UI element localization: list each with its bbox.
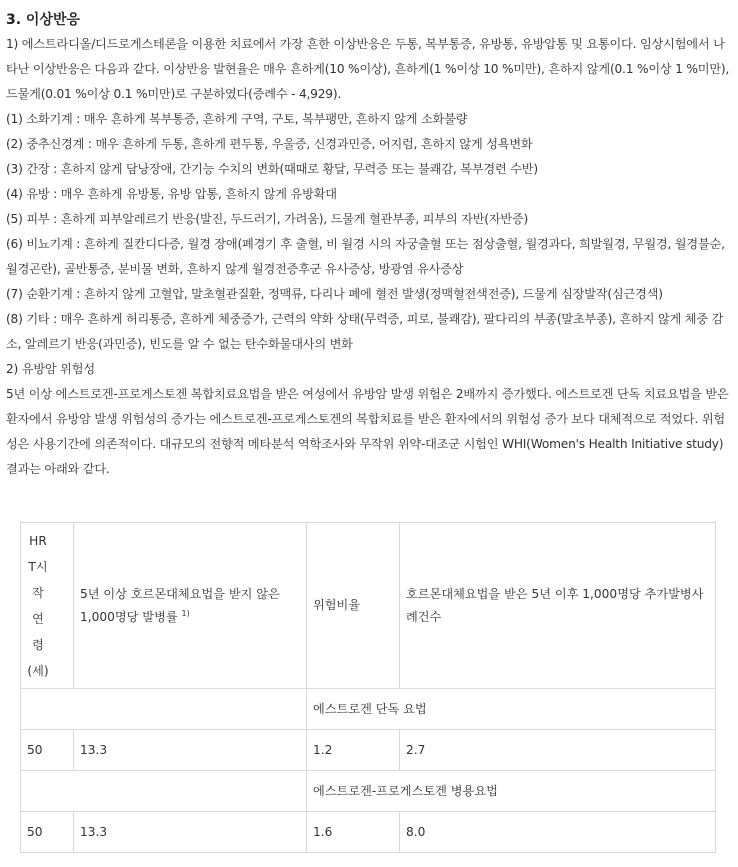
header-hrt-age-line: 령 [32,637,44,652]
table-row [21,812,716,853]
header-additional-cases: 호르몬대체요법을 받은 5년 이후 1,000명당 추가발병사례건수 [400,523,716,689]
intro-paragraph: 1) 에스트라디올/디드로게스테론을 이용한 치료에서 가장 흔한 이상반응은 두통, 복부통증, 유방통, 유방압통 및 요통이다. 임상시험에서 나타난 이상반응은 다음과 같다. 이상반응 발현율은 매우 흔하게(10 %이상), 흔하게(1 %이상 10 %미만), 흔하지 않게(0.1 %이상 1 %미만), 드물게(0.01 %이상 0.1 %미만)로 구분하였다(증례수 - 4,929). [6,37,730,101]
group-label-combined: 에스트로겐-프로게스토겐 병용요법 [307,771,716,812]
risk-table [20,522,716,853]
subsection-title: 2) 유방암 위험성 [6,362,95,376]
cell-additional-cases: 8.0 [400,812,716,853]
cell-incidence: 13.3 [74,812,307,853]
list-item-skin: (5) 피부 : 흔하게 피부알레르기 반응(발진, 두드러기, 가려움), 드물게 혈관부종, 피부의 자반(자반증) [6,212,529,226]
cell-incidence: 13.3 [74,730,307,771]
list-item-urinary: (6) 비뇨기계 : 흔하게 질칸디다증, 월경 장애(폐경기 후 출혈, 비 월경 시의 자궁출혈 또는 점상출혈, 월경과다, 희발월경, 무월경, 월경불순, 월경곤란), 골반통증, 분비물 변화, 흔하지 않게 월경전증후군 유사증상, 방광염 유사증상 [6,237,725,276]
table-header-row [21,523,716,689]
list-item-cns: (2) 중추신경계 : 매우 흔하게 두통, 흔하게 편두통, 우울증, 신경과민증, 어지럼, 흔하지 않게 성욕변화 [6,137,533,151]
header-incidence-text: 5년 이상 호르몬대체요법을 받지 않은 1,000명당 발병률 [80,586,280,624]
table-row [21,730,716,771]
header-hrt-age-line: 연 [32,611,44,626]
list-item-breast: (4) 유방 : 매우 흔하게 유방통, 유방 압통, 흔하지 않게 유방확대 [6,187,337,201]
group-spacer [21,689,307,730]
list-item-digestive: (1) 소화기계 : 매우 흔하게 복부통증, 흔하게 구역, 구토, 복부팽만, 흔하지 않게 소화불량 [6,112,468,126]
group-label-estrogen: 에스트로겐 단독 요법 [307,689,716,730]
list-item-circulatory: (7) 순환기계 : 흔하지 않게 고혈압, 말초혈관질환, 정맥류, 다리나 폐에 혈전 발생(정맥혈전색전증), 드물게 심장발작(심근경색) [6,287,663,301]
cell-age: 50 [21,730,74,771]
header-hrt-age-line: HR [29,533,47,548]
header-hrt-age [21,523,74,689]
cell-risk-ratio: 1.2 [307,730,400,771]
group-row [21,689,716,730]
cell-age: 50 [21,812,74,853]
cell-risk-ratio: 1.6 [307,812,400,853]
group-spacer [21,771,307,812]
header-hrt-age-line: 작 [32,585,44,600]
cell-additional-cases: 2.7 [400,730,716,771]
header-hrt-age-line: (세) [27,663,49,678]
list-item-other: (8) 기타 : 매우 흔하게 허리통증, 흔하게 체중증가, 근력의 약화 상태(무력증, 피로, 불쾌감), 팔다리의 부종(말초부종), 흔하지 않게 체중 감소, 알레르기 반응(과민증), 빈도를 알 수 없는 탄수화물대사의 변화 [6,312,724,351]
header-footnote-mark: 1) [181,608,190,618]
header-incidence [74,523,307,689]
group-row [21,771,716,812]
header-hrt-age-line: T시 [28,559,48,574]
breast-cancer-paragraph: 5년 이상 에스트로겐-프로게스토겐 복합치료요법을 받은 여성에서 유방암 발생 위험은 2배까지 증가했다. 에스트로겐 단독 치료요법을 받은 환자에서 유방암 발생 위험성의 증가는 에스트로겐-프로게스토겐의 복합치료를 받은 환자에서의 위험성 증가 보다 대체적으로 적었다. 위험성은 사용기간에 의존적이다. 대규모의 전향적 메타분석 역학조사와 무작위 위약-대조군 시험인 WHI(Women's Health Initiative study) 결과는 아래와 같다. [6,387,729,476]
section-title: 3. 이상반응 [6,12,81,28]
list-item-liver: (3) 간장 : 흔하지 않게 담낭장애, 간기능 수치의 변화(때때로 황달, 무력증 또는 불쾌감, 복부경련 수반) [6,162,538,176]
header-risk-ratio: 위험비율 [307,523,400,689]
document-body [6,8,732,482]
